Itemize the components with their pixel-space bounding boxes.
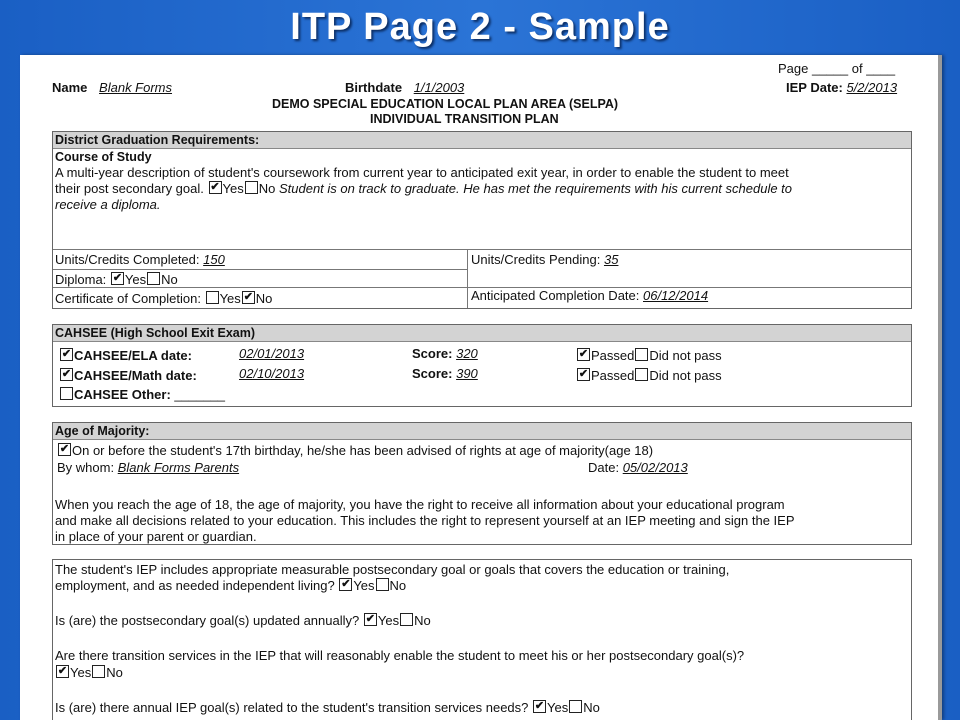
question-1-text: employment, and as needed independent living? [55, 578, 335, 593]
units-pending-label: Units/Credits Pending: [471, 252, 601, 267]
cahsee-ela-fail-label: Did not pass [649, 348, 722, 363]
majority-advised-checkbox[interactable] [58, 443, 71, 456]
cahsee-ela-score: 320 [456, 346, 478, 361]
cahsee-math-score-row [412, 366, 478, 382]
question-3-no-checkbox[interactable] [92, 665, 105, 678]
course-no-label: No [258, 181, 276, 196]
cahsee-math-row [59, 368, 197, 384]
cahsee-ela-label: CAHSEE/ELA date: [74, 348, 192, 363]
units-completed-row [55, 252, 225, 268]
question-1-no-label: No [389, 578, 407, 593]
question-1-no-checkbox[interactable] [376, 578, 389, 591]
majority-by-whom-label: By whom: [57, 460, 115, 475]
birthdate-label: Birthdate [345, 80, 403, 95]
majority-date-label: Date: [588, 460, 620, 475]
majority-by-whom-row [57, 460, 239, 476]
question-2-yes-label: Yes [377, 613, 400, 628]
question-4-no-label: No [583, 700, 600, 715]
iep-date-label: IEP Date: [786, 80, 843, 95]
org-title: DEMO SPECIAL EDUCATION LOCAL PLAN AREA (SELPA) [272, 97, 619, 111]
question-3-yes-label: Yes [70, 665, 92, 680]
course-of-study-label: Course of Study [55, 150, 152, 164]
page-number-label: Page _____ of ____ [778, 61, 896, 76]
majority-paragraph-line3: in place of your parent or guardian. [55, 529, 257, 544]
question-4-yes-checkbox[interactable] [533, 700, 546, 713]
cahsee-math-passed-label: Passed [591, 368, 635, 383]
course-statement-part2: receive a diploma. [55, 197, 161, 212]
cahsee-header-bar [53, 325, 911, 342]
name-label: Name [52, 80, 88, 95]
question-4-yes-label: Yes [547, 700, 569, 715]
cahsee-ela-passed-checkbox[interactable] [577, 348, 590, 361]
diploma-no-checkbox[interactable] [147, 272, 160, 285]
anticipated-completion-label: Anticipated Completion Date: [471, 288, 640, 303]
question-2-no-checkbox[interactable] [400, 613, 413, 626]
question-1-yes-label: Yes [353, 578, 375, 593]
question-3-line1: Are there transition services in the IEP that will reasonably enable the student to meet his or her postsecondary goal(s)? [55, 648, 745, 663]
divider [53, 269, 467, 270]
question-1-line2 [55, 578, 406, 594]
question-3-no-label: No [106, 665, 123, 680]
cahsee-math-passed-checkbox[interactable] [577, 368, 590, 381]
course-description-line2 [55, 181, 792, 197]
majority-date-value: 05/02/2013 [622, 460, 688, 475]
cahsee-ela-date: 02/01/2013 [239, 346, 305, 361]
birthdate-value: 1/1/2003 [413, 80, 465, 95]
diploma-no-label: No [161, 272, 178, 287]
question-2-row [55, 613, 431, 629]
diploma-row [55, 272, 178, 288]
cahsee-math-fail-checkbox[interactable] [635, 368, 648, 381]
course-yes-checkbox[interactable] [209, 181, 222, 194]
question-2-yes-checkbox[interactable] [364, 613, 377, 626]
diploma-yes-checkbox[interactable] [111, 272, 124, 285]
anticipated-completion-value: 06/12/2014 [643, 288, 709, 303]
cahsee-math-date: 02/10/2013 [239, 366, 305, 381]
cahsee-other-checkbox[interactable] [60, 387, 73, 400]
majority-by-whom-value: Blank Forms Parents [117, 460, 240, 475]
iep-date-row [786, 80, 897, 95]
graduation-header: District Graduation Requirements: [55, 133, 260, 147]
cahsee-header: CAHSEE (High School Exit Exam) [55, 326, 256, 340]
cahsee-ela-score-label: Score: [412, 346, 453, 361]
name-value: Blank Forms [99, 80, 173, 95]
course-no-checkbox[interactable] [245, 181, 258, 194]
certificate-label: Certificate of Completion: [55, 291, 201, 306]
question-4-text: Is (are) there annual IEP goal(s) related to the student's transition services needs? [55, 700, 529, 715]
units-completed-label: Units/Credits Completed: [55, 252, 200, 267]
certificate-no-label: No [255, 291, 273, 306]
cahsee-ela-score-row [412, 346, 478, 362]
certificate-yes-label: Yes [219, 291, 241, 306]
units-pending-value: 35 [603, 252, 619, 267]
question-4-row [55, 700, 600, 716]
question-3-yes-checkbox[interactable] [56, 665, 69, 678]
certificate-no-checkbox[interactable] [242, 291, 255, 304]
cahsee-ela-fail-checkbox[interactable] [635, 348, 648, 361]
question-1-line1: The student's IEP includes appropriate measurable postsecondary goal or goals that covers the education or training, [55, 562, 730, 577]
form-title: INDIVIDUAL TRANSITION PLAN [370, 112, 559, 126]
question-2-no-label: No [414, 613, 431, 628]
majority-date-row [588, 460, 688, 476]
divider [53, 249, 911, 250]
graduation-section [52, 131, 912, 309]
certificate-yes-checkbox[interactable] [206, 291, 219, 304]
certificate-row [55, 291, 272, 307]
question-1-yes-checkbox[interactable] [339, 578, 352, 591]
majority-paragraph-line2: and make all decisions related to your education. This includes the right to represent yourself at an IEP meeting and sign the IEP [55, 513, 795, 528]
cahsee-section [52, 324, 912, 407]
anticipated-completion-row [471, 288, 708, 304]
majority-header: Age of Majority: [55, 424, 150, 438]
course-description-prefix: their post secondary goal. [55, 181, 204, 196]
name-row [52, 80, 172, 95]
majority-section [52, 422, 912, 545]
cahsee-math-result-row [576, 368, 722, 384]
birthdate-row [345, 80, 464, 95]
cahsee-ela-passed-label: Passed [591, 348, 635, 363]
course-yes-label: Yes [222, 181, 244, 196]
diploma-yes-label: Yes [124, 272, 147, 287]
cahsee-ela-result-row [576, 348, 722, 364]
cahsee-math-label: CAHSEE/Math date: [74, 368, 197, 383]
graduation-header-bar [53, 132, 911, 149]
cahsee-math-checkbox[interactable] [60, 368, 73, 381]
slide-title: ITP Page 2 - Sample [290, 6, 670, 48]
form-page [20, 55, 942, 720]
majority-header-bar [53, 423, 911, 440]
cahsee-math-score-label: Score: [412, 366, 453, 381]
majority-advised-text: On or before the student's 17th birthday, he/she has been advised of rights at age of majority(age 18) [72, 443, 654, 458]
course-statement-part1: Student is on track to graduate. He has met the requirements with his current schedule to [278, 181, 793, 196]
cahsee-math-score: 390 [456, 366, 478, 381]
cahsee-other-label: CAHSEE Other: [74, 387, 171, 402]
course-description-line1: A multi-year description of student's coursework from current year to anticipated exit year, in order to enable the student to meet [55, 165, 789, 180]
majority-advised-row [57, 443, 653, 459]
units-completed-value: 150 [203, 252, 225, 267]
question-3-answers [55, 665, 123, 681]
majority-paragraph-line1: When you reach the age of 18, the age of majority, you have the right to receive all information about your educational program [55, 497, 785, 512]
page-edge-shadow [938, 55, 942, 720]
cahsee-math-fail-label: Did not pass [649, 368, 722, 383]
diploma-label: Diploma: [55, 272, 107, 287]
units-pending-row [471, 252, 618, 268]
cahsee-other-blank: _______ [174, 387, 226, 402]
cahsee-other-row [59, 387, 225, 403]
question-2-text: Is (are) the postsecondary goal(s) updated annually? [55, 613, 360, 628]
cahsee-ela-row [59, 348, 192, 364]
iep-date-value: 5/2/2013 [846, 80, 898, 95]
questions-section [52, 559, 912, 720]
divider [467, 249, 468, 308]
question-4-no-checkbox[interactable] [569, 700, 582, 713]
cahsee-ela-checkbox[interactable] [60, 348, 73, 361]
